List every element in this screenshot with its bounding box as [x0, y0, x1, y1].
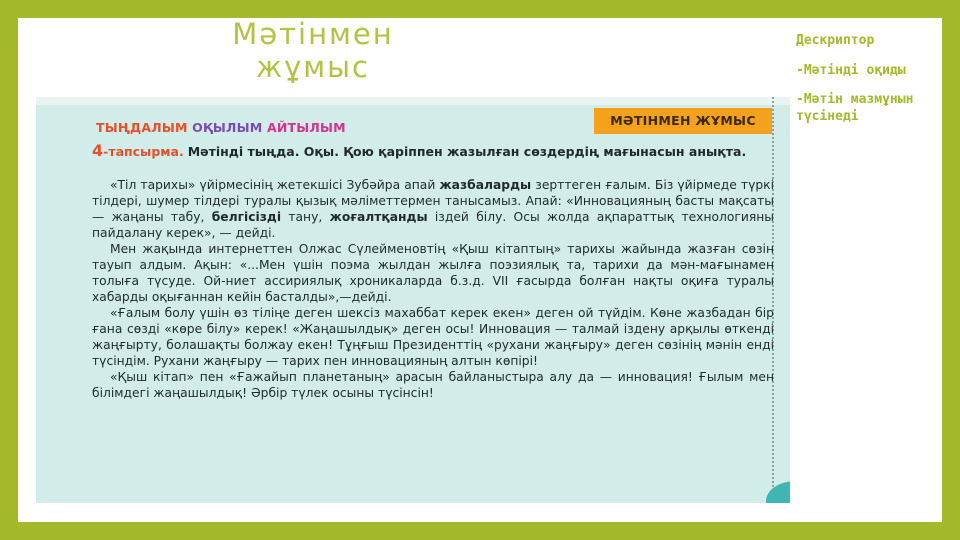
- textbook-page-image: [36, 97, 790, 503]
- paragraph-text: «Тіл тарихы» үйірмесінің жетекшісі Зубәйра апай: [110, 178, 440, 192]
- skills-header: [96, 120, 346, 135]
- task-instruction: [92, 143, 772, 160]
- skill-listening: ТЫҢДАЛЫМ: [96, 120, 188, 135]
- paragraph: «Ғалым болу үшін өз тіліңе деген шексіз махаббат керек екен» деген ой түйдім. Көне жазбадан бір ғана сөзді «көре білу» керек! «Жаңашылдық» деген осы! Инновация — талмай іздену арқылы өткенді жаңғырту, болашақты болжау екен! Тұңғыш Президенттің «рухани жаңғыру» деген сөзінің мәнін енді түсіндім. Рухани жаңғыру — тарих пен инновацияның алтын көпірі!: [92, 306, 774, 368]
- page-corner-decoration: [766, 481, 790, 503]
- slide-title: Мәтінмен жұмыс: [232, 17, 394, 84]
- paragraph-text: іздей білу. Осы жолда ақпараттық технологияны пайдалану керек», — дейді.: [92, 210, 774, 240]
- bold-term: жазбаларды: [439, 178, 532, 192]
- skill-speaking: АЙТЫЛЫМ: [266, 120, 346, 135]
- bold-term: жоғалтқанды: [329, 210, 428, 224]
- descriptor-item: -Мәтін мазмұнын түсінеді: [796, 92, 914, 124]
- section-banner: МӘТІНМЕН ЖҰМЫС: [594, 108, 772, 134]
- paragraph: Мен жақында интернеттен Олжас Сүлейменовтің «Қыш кітаптың» тарихы жайында жазған сөзін тауып алдым. Ақын: «...Мен үшін поэма жылдан жылға поэзиялық та, тарихи да мән-мағынамен толыға түсуде. Ой-ниет ассириялық хроникаларда б.з.д. VII ғасырда болған нақты оқиға туралы хабарды оқығаннан кейін басталды»,—дейді.: [92, 242, 774, 304]
- skill-reading: ОҚЫЛЫМ: [192, 120, 263, 135]
- paragraph-text: зерттеген ғалым. Біз үйірмеде түркі тілдері, шумер тілдері туралы қызық мәліметтермен таныcамыз. Апай: «Инновацияның басты мақсаты — жаңаны табу,: [92, 178, 774, 224]
- task-label: -тапсырма.: [103, 144, 184, 159]
- task-text: Мәтінді тыңда. Оқы. Қою қаріппен жазылған сөздердің мағынасын анықта.: [187, 144, 747, 159]
- paragraph: «Қыш кітап» пен «Ғажайып планетаның» арасын байланыстыра алу да — инновация! Ғылым мен білімдегі жаңашылдық! Әрбір түлек осыны түсінсін!: [92, 370, 774, 400]
- bold-term: белгісізді: [211, 210, 282, 224]
- paragraph: [92, 177, 774, 241]
- page-top-strip: [36, 97, 790, 105]
- reading-text: [92, 177, 774, 401]
- task-number: 4: [92, 141, 104, 160]
- descriptor-item: -Мәтінді оқиды: [796, 63, 906, 78]
- descriptor-heading: Дескриптор: [796, 33, 875, 48]
- descriptor-panel: [796, 32, 936, 137]
- paragraph-text: тану,: [281, 210, 330, 224]
- slide: [18, 18, 942, 522]
